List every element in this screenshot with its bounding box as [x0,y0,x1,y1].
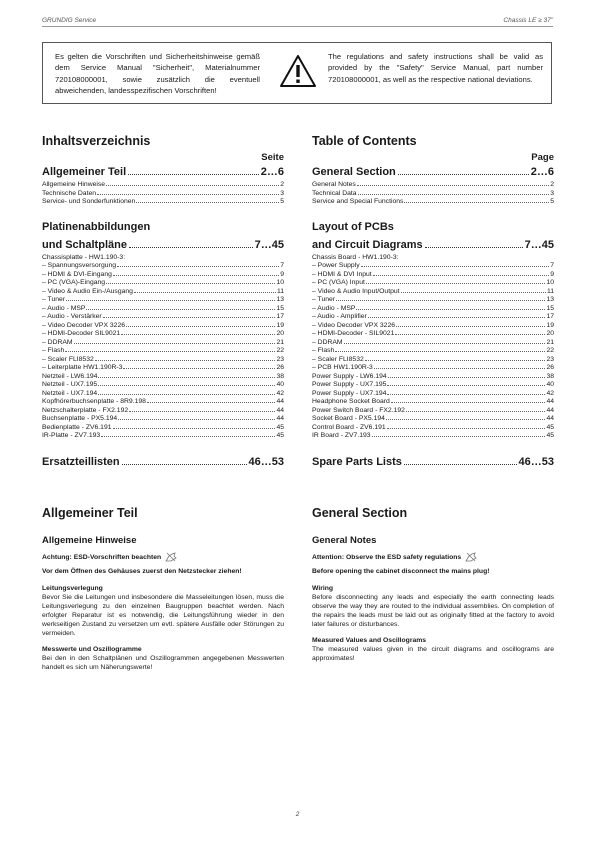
toc-entry-list [312,181,554,207]
toc-entry-name: IR-Platte - ZV7.193 [42,432,101,439]
toc-entry-name: – Leiterplatte HW1.190R-3 [42,364,123,371]
toc-entry-page: 19 [276,321,284,329]
page-column-label: Page [531,152,554,163]
mains-warning: Before opening the cabinet disconnect the mains plug! [312,568,490,575]
toc-entry-page: 22 [546,347,554,354]
toc-entry-page: 38 [276,372,284,380]
esd-hand-icon [165,552,177,562]
toc-title: Table of Contents [312,134,417,148]
esd-warning: Attention: Observe the ESD safety regulations [312,553,462,561]
toc-entry [42,322,284,331]
toc-entry [312,373,554,382]
toc-entry-page: 44 [276,406,284,414]
toc-entry-page: 11 [276,287,284,295]
toc-entry-page: 40 [546,381,554,388]
toc-entry [312,339,554,348]
measured-values-text: The measured values given in the circuit diagrams and oscillograms are approximates! [312,646,554,662]
toc-entry-name: – HDMI-Decoder SIL9021 [42,330,121,337]
toc-entry-name: – Flash [312,347,335,354]
warning-triangle-icon [280,55,316,87]
section-subtitle: Allgemeine Hinweise [42,535,137,546]
wiring-text: Before disconnecting any leads and especially the earth connecting leads observe the way they are routed to the individual assemblies. On completion of the repairs the leads must be laid out as originally fitted at the factory to avoid later failures or disturbances. [312,594,554,628]
toc-entry [312,432,554,441]
toc-entry-list [42,181,284,207]
toc-entry-name: Kopfhörerbuchsenplatte - 8R9.198 [42,398,146,405]
toc-entry-page: 3 [550,189,554,197]
toc-entry-name: Netzteil - UX7.194 [42,389,98,397]
toc-entry [42,271,284,280]
toc-entry-name: – Flash [42,347,65,354]
toc-entry-name: IR Board - ZV7.193 [312,432,371,439]
toc-entry-name: Buchsenplatte - PX5.194 [42,415,118,422]
toc-entry-page: 2 [550,181,554,188]
toc-title: Inhaltsverzeichnis [42,134,151,148]
toc-entry [312,398,554,407]
wiring-title: Leitungsverlegung [42,585,103,592]
toc-entry [42,373,284,382]
toc-entry-page: 13 [546,296,554,303]
toc-entry-name: – Audio - Amplifier [312,313,367,320]
general-section-english [312,505,554,663]
esd-warning: Achtung: ESD-Vorschriften beachten [42,553,162,561]
toc-entry-name: – Audio - MSP [312,304,356,312]
toc-entry-name: Power Supply - UX7.194 [312,389,387,397]
general-section-german [42,505,284,672]
mains-warning: Vor dem Öffnen des Gehäuses zuerst den Netzstecker ziehen! [42,568,242,575]
toc-entry-page: 22 [276,347,284,354]
toc-entry-name: Technische Daten [42,189,97,197]
toc-entry [312,305,554,314]
toc-entry [42,190,284,199]
toc-entry-name: – Video & Audio Input/Output [312,287,400,295]
toc-entry-name: – HDMI-Decoder - SIL9021 [312,330,395,337]
toc-english [312,133,554,469]
section-title: General Section [312,506,408,520]
toc-entry [312,181,554,190]
toc-entry [42,398,284,407]
toc-entry [42,424,284,433]
toc-section-heading: and Circuit Diagrams 7…45 [312,238,554,251]
toc-entry-page: 19 [546,321,554,329]
toc-section-heading: Allgemeiner Teil 2…6 [42,166,284,178]
toc-entry [42,288,284,297]
chassis-board-label: Chassis Board - HW1.190-3: [312,253,399,261]
toc-entry [312,262,554,271]
toc-section-heading: Spare Parts Lists 46…53 [312,455,554,468]
toc-entry-name: – PC (VGA)-Eingang [42,279,106,286]
toc-entry-page: 44 [546,406,554,414]
toc-entry [42,415,284,424]
toc-entry-page: 9 [550,270,554,278]
toc-entry [312,322,554,331]
toc-entry [312,424,554,433]
toc-entry-page: 45 [276,432,284,439]
toc-entry-page: 45 [276,423,284,431]
toc-entry [312,356,554,365]
toc-entry-page: 10 [276,279,284,286]
toc-entry [42,407,284,416]
toc-entry [42,296,284,305]
toc-entry-name: – HDMI & DVI-Eingang [42,270,112,278]
toc-entry-name: Service- und Sonderfunktionen [42,198,136,205]
safety-notice-german: Es gelten die Vorschriften und Sicherheitshinweise gemäß dem Service Manual "Sicherheit", Materialnummer 720108000001, sowie zusätzlich die eventuell abweichenden, landesspezifischen Vorschriften! [55,52,260,96]
toc-entry-name: Bedienplatte - ZV6.191 [42,423,112,431]
measured-values-text: Bei den in den Schaltplänen und Oszillogrammen angegebenen Messwerten handelt es sich um Näherungswerte! [42,655,284,671]
toc-entry-page: 26 [546,364,554,371]
toc-entry-page: 42 [276,389,284,397]
toc-section-heading-line1: Platinenabbildungen [42,220,151,233]
toc-entry-name: – Audio - Verstärker [42,313,102,320]
toc-entry-page: 3 [280,189,284,197]
toc-entry-page: 17 [276,313,284,320]
toc-entry [312,407,554,416]
toc-entry-name: Service and Special Functions [312,198,404,205]
toc-entry-page: 15 [546,304,554,312]
toc-entry-page: 17 [546,313,554,320]
toc-entry-page: 40 [276,381,284,388]
toc-entry-name: – HDMI & DVI Input [312,270,372,278]
toc-entry [42,356,284,365]
toc-entry-name: – Tuner [312,296,336,303]
toc-entry-page: 42 [546,389,554,397]
toc-entry-page: 45 [546,423,554,431]
toc-section-heading: und Schaltpläne 7…45 [42,238,284,251]
esd-hand-icon [465,552,477,562]
toc-entry-name: – Video Decoder VPX 3226 [312,321,396,329]
section-subtitle: General Notes [312,535,377,546]
toc-entry-name: Netzschalterplatte - FX2.192 [42,406,129,414]
header-brand: GRUNDIG Service [42,17,97,24]
toc-entry-page: 44 [276,415,284,422]
toc-section-heading-line1: Layout of PCBs [312,220,394,233]
wiring-text: Bevor Sie die Leitungen und insbesondere die Masseleitungen lösen, muss die Leitungsverlegung zu den einzelnen Baugruppen beachtet werden. Nach erfolgter Reparatur ist es notwendig, die Leitungsführung wieder in den werkseitigen Zustand zu versetzen um evtl. spätere Ausfälle oder Störungen zu vermeiden. [42,594,284,637]
toc-entry-name: – PCB HW1.190R-3 [312,364,373,371]
toc-entry [312,364,554,373]
toc-entry [312,296,554,305]
toc-entry-name: – DDRAM [42,338,73,346]
toc-entry-name: – Video Decoder VPX 3226 [42,321,126,329]
toc-entry-name: – Spannungsversorgung [42,262,117,269]
safety-notice-box [42,42,552,104]
toc-entry-name: Allgemeine Hinweise [42,181,106,188]
toc-entry-page: 21 [546,338,554,346]
toc-entry [42,262,284,271]
toc-entry [42,305,284,314]
toc-entry [42,364,284,373]
toc-german [42,133,284,469]
toc-entry-page: 44 [546,415,554,422]
toc-entry-page: 38 [546,372,554,380]
toc-entry-name: – Scaler FLI8532 [42,355,94,363]
toc-entry-page: 15 [276,304,284,312]
toc-section-heading: General Section 2…6 [312,166,554,178]
toc-entry-page: 26 [276,364,284,371]
toc-entry-name: Power Supply - LW6.194 [312,372,387,380]
toc-entry [42,181,284,190]
toc-entry [42,330,284,339]
toc-entry-name: Headphone Socket Board [312,398,390,405]
toc-entry [312,279,554,288]
toc-entry-page: 10 [546,279,554,286]
measured-values-title: Messwerte und Oszillogramme [42,646,142,653]
toc-entry-name: General Notes [312,181,356,188]
toc-entry [42,390,284,399]
toc-entry-name: Netzteil - UX7.195 [42,381,98,388]
toc-entry-list [42,262,284,441]
toc-entry-page: 45 [546,432,554,439]
toc-entry [42,381,284,390]
toc-entry [312,288,554,297]
toc-entry-page: 9 [280,270,284,278]
toc-entry-page: 13 [276,296,284,303]
toc-entry-name: Netzteil - LW6.194 [42,372,98,380]
toc-entry-page: 20 [276,330,284,337]
toc-entry [42,313,284,322]
toc-entry [312,390,554,399]
toc-entry-page: 7 [280,262,284,269]
toc-entry-page: 44 [276,398,284,405]
toc-entry-page: 5 [280,198,284,205]
toc-entry [312,330,554,339]
toc-entry-name: – PC (VGA) Input [312,279,365,286]
toc-entry-name: Control Board - ZV6.191 [312,423,386,431]
safety-notice-english: The regulations and safety instructions shall be valid as provided by the "Safety" Service Manual, part number 720108000001, as well as the respective national deviations. [328,52,543,84]
toc-entry-name: – Scaler FLI8532 [312,355,364,363]
toc-entry-name: – Power Supply [312,262,360,269]
toc-entry-name: – Video & Audio Ein-/Ausgang [42,287,133,295]
toc-entry-name: Socket Board - PX5.194 [312,415,385,422]
toc-entry-name: Power Switch Board - FX2.192 [312,406,405,414]
toc-entry [42,339,284,348]
toc-entry-page: 7 [550,262,554,269]
toc-entry-name: – DDRAM [312,338,343,346]
toc-entry-page: 23 [276,355,284,363]
toc-entry-page: 20 [546,330,554,337]
page-column-label: Seite [261,152,284,163]
toc-entry-page: 21 [276,338,284,346]
toc-entry [312,313,554,322]
toc-entry-name: Power Supply - UX7.195 [312,381,387,388]
toc-entry-list [312,262,554,441]
section-title: Allgemeiner Teil [42,506,138,520]
toc-entry-page: 11 [546,287,554,295]
header-chassis: Chassis LE ≥ 37" [503,17,553,24]
toc-section-heading: Ersatzteillisten 46…53 [42,455,284,468]
page-number: 2 [295,811,300,818]
toc-entry-page: 23 [546,355,554,363]
toc-entry [312,190,554,199]
toc-entry [312,198,554,207]
toc-entry-name: – Audio - MSP [42,304,86,312]
toc-entry-page: 44 [546,398,554,405]
toc-entry [42,432,284,441]
toc-entry [312,347,554,356]
chassis-board-label: Chassisplatte - HW1.190-3: [42,253,126,261]
toc-entry [312,271,554,280]
measured-values-title: Measured Values and Oscillograms [312,637,427,644]
toc-entry-page: 5 [550,198,554,205]
page-header [42,15,553,27]
wiring-title: Wiring [312,585,334,592]
toc-entry-page: 2 [280,181,284,188]
toc-entry [312,381,554,390]
toc-entry [42,279,284,288]
toc-entry-name: Technical Data [312,189,357,197]
toc-entry-name: – Tuner [42,296,66,303]
toc-entry [312,415,554,424]
toc-entry [42,198,284,207]
toc-entry [42,347,284,356]
